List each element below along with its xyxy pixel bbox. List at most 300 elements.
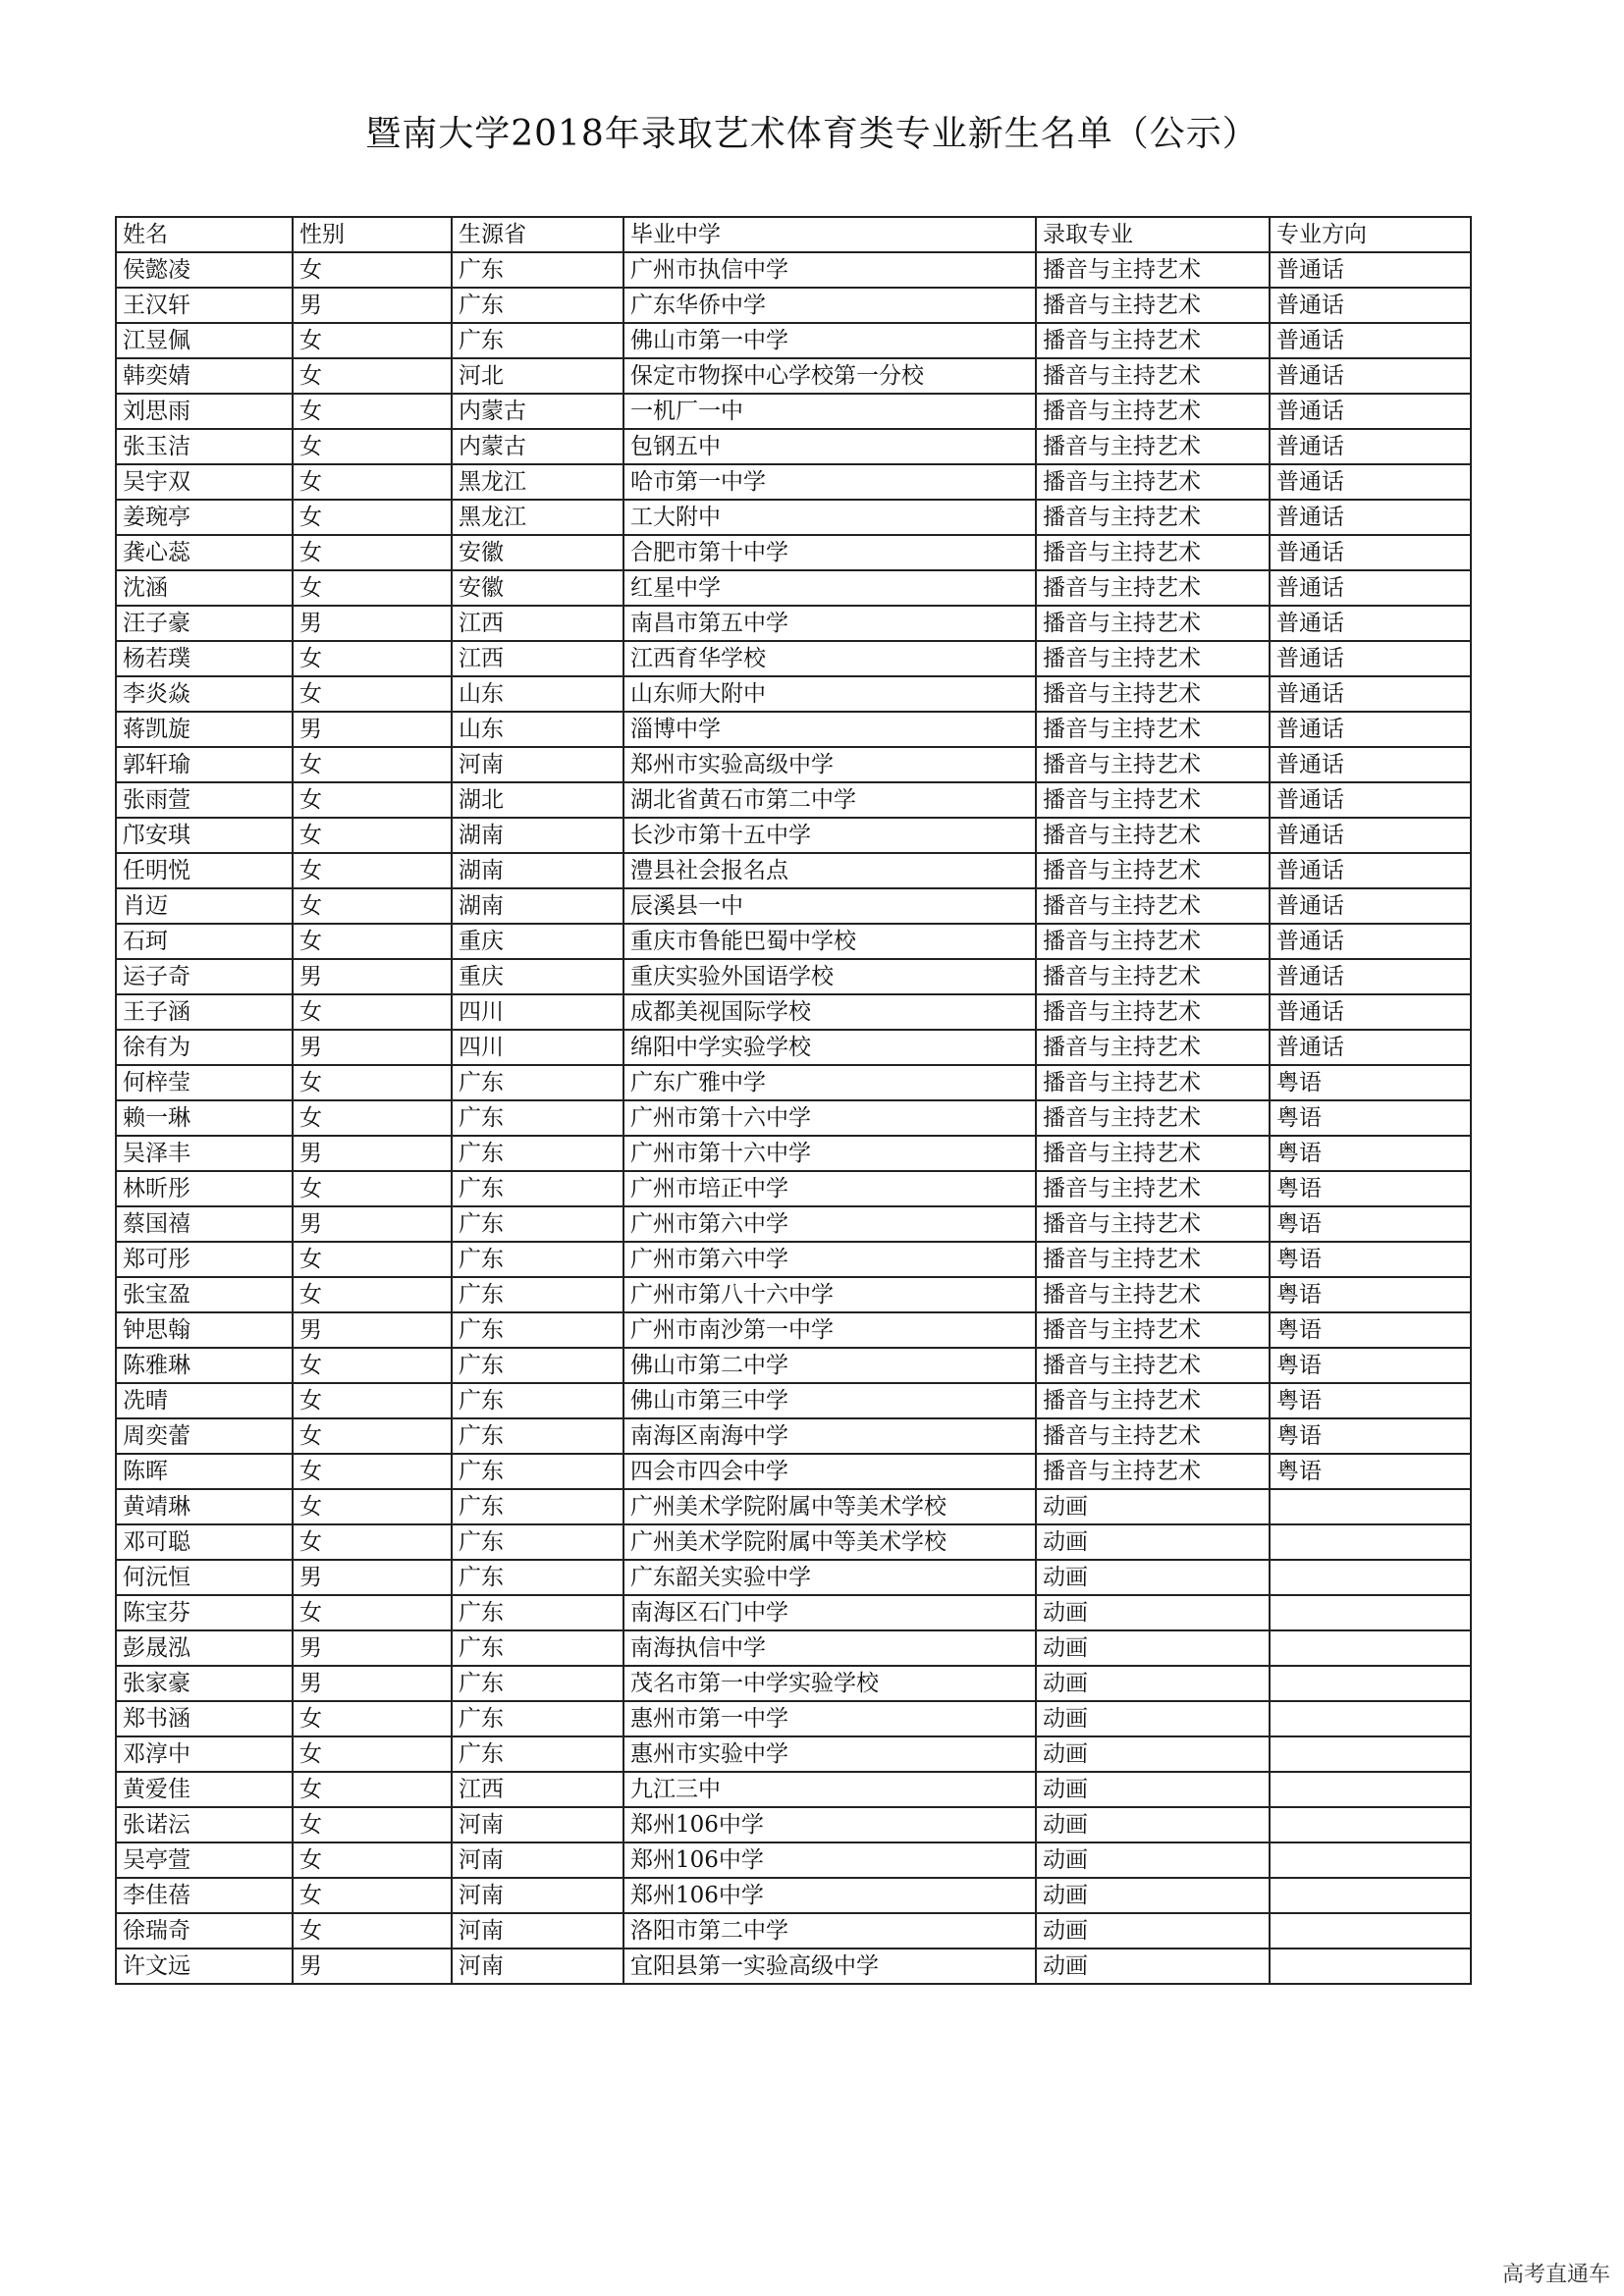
table-row: [116, 1418, 1471, 1454]
cell-province: 河南: [452, 1913, 623, 1949]
cell-direction: 普通话: [1270, 888, 1471, 924]
cell-direction: 普通话: [1270, 464, 1471, 500]
cell-major: 播音与主持艺术: [1036, 818, 1270, 853]
cell-name: 彭晟泓: [116, 1630, 293, 1666]
cell-gender: 男: [293, 712, 452, 747]
table-row: [116, 394, 1471, 429]
cell-gender: 男: [293, 288, 452, 323]
cell-school: 澧县社会报名点: [623, 853, 1036, 888]
cell-major: 播音与主持艺术: [1036, 1100, 1270, 1136]
cell-name: 陈宝芬: [116, 1595, 293, 1630]
table-row: [116, 429, 1471, 464]
cell-name: 赖一琳: [116, 1100, 293, 1136]
cell-school: 南昌市第五中学: [623, 606, 1036, 641]
cell-gender: 男: [293, 1030, 452, 1065]
cell-direction: 普通话: [1270, 535, 1471, 570]
cell-province: 黑龙江: [452, 500, 623, 535]
cell-gender: 女: [293, 1065, 452, 1100]
cell-province: 湖北: [452, 782, 623, 818]
cell-province: 河南: [452, 1878, 623, 1913]
cell-school: 湖北省黄石市第二中学: [623, 782, 1036, 818]
cell-gender: 男: [293, 1560, 452, 1595]
cell-direction: 普通话: [1270, 323, 1471, 358]
cell-gender: 女: [293, 888, 452, 924]
cell-direction: 粤语: [1270, 1065, 1471, 1100]
cell-major: 动画: [1036, 1630, 1270, 1666]
cell-direction: 普通话: [1270, 747, 1471, 782]
cell-major: 动画: [1036, 1949, 1270, 1984]
cell-major: 播音与主持艺术: [1036, 500, 1270, 535]
cell-major: 播音与主持艺术: [1036, 323, 1270, 358]
table-row: [116, 676, 1471, 712]
cell-major: 播音与主持艺术: [1036, 394, 1270, 429]
cell-name: 张雨萱: [116, 782, 293, 818]
cell-school: 保定市物探中心学校第一分校: [623, 358, 1036, 394]
cell-major: 播音与主持艺术: [1036, 712, 1270, 747]
cell-province: 河北: [452, 358, 623, 394]
cell-direction: [1270, 1736, 1471, 1772]
cell-major: 动画: [1036, 1736, 1270, 1772]
cell-gender: 女: [293, 1736, 452, 1772]
cell-gender: 女: [293, 535, 452, 570]
cell-direction: [1270, 1949, 1471, 1984]
cell-major: 播音与主持艺术: [1036, 747, 1270, 782]
cell-major: 动画: [1036, 1772, 1270, 1807]
table-row: [116, 853, 1471, 888]
cell-school: 一机厂一中: [623, 394, 1036, 429]
cell-school: 广州市执信中学: [623, 252, 1036, 288]
table-row: [116, 1666, 1471, 1701]
cell-province: 湖南: [452, 818, 623, 853]
cell-major: 播音与主持艺术: [1036, 888, 1270, 924]
cell-direction: 粤语: [1270, 1418, 1471, 1454]
table-row: [116, 535, 1471, 570]
cell-province: 广东: [452, 1418, 623, 1454]
table-header-row: [116, 217, 1471, 252]
cell-school: 广州市第六中学: [623, 1242, 1036, 1277]
cell-direction: 粤语: [1270, 1242, 1471, 1277]
table-row: [116, 1242, 1471, 1277]
cell-school: 惠州市实验中学: [623, 1736, 1036, 1772]
table-row: [116, 500, 1471, 535]
cell-gender: 女: [293, 570, 452, 606]
cell-province: 四川: [452, 994, 623, 1030]
cell-school: 山东师大附中: [623, 676, 1036, 712]
cell-school: 佛山市第一中学: [623, 323, 1036, 358]
cell-name: 姜琬亭: [116, 500, 293, 535]
cell-direction: [1270, 1489, 1471, 1524]
cell-school: 郑州市实验高级中学: [623, 747, 1036, 782]
cell-school: 工大附中: [623, 500, 1036, 535]
cell-major: 动画: [1036, 1913, 1270, 1949]
cell-major: 动画: [1036, 1701, 1270, 1736]
cell-gender: 女: [293, 394, 452, 429]
cell-name: 吴宇双: [116, 464, 293, 500]
cell-gender: 男: [293, 959, 452, 994]
cell-direction: 粤语: [1270, 1136, 1471, 1171]
cell-gender: 女: [293, 818, 452, 853]
cell-province: 安徽: [452, 535, 623, 570]
cell-name: 何梓莹: [116, 1065, 293, 1100]
cell-name: 王汉轩: [116, 288, 293, 323]
cell-school: 南海区石门中学: [623, 1595, 1036, 1630]
cell-gender: 女: [293, 464, 452, 500]
table-row: [116, 1842, 1471, 1878]
cell-province: 山东: [452, 712, 623, 747]
cell-gender: 女: [293, 782, 452, 818]
cell-name: 徐有为: [116, 1030, 293, 1065]
table-row: [116, 1878, 1471, 1913]
cell-gender: 女: [293, 1772, 452, 1807]
table-row: [116, 1913, 1471, 1949]
cell-name: 黄爱佳: [116, 1772, 293, 1807]
table-row: [116, 288, 1471, 323]
cell-direction: 普通话: [1270, 782, 1471, 818]
cell-gender: 男: [293, 1206, 452, 1242]
cell-direction: [1270, 1842, 1471, 1878]
table-row: [116, 1277, 1471, 1312]
cell-direction: 普通话: [1270, 429, 1471, 464]
cell-major: 动画: [1036, 1595, 1270, 1630]
cell-province: 湖南: [452, 888, 623, 924]
cell-school: 广东华侨中学: [623, 288, 1036, 323]
table-row: [116, 1171, 1471, 1206]
cell-name: 运子奇: [116, 959, 293, 994]
cell-major: 播音与主持艺术: [1036, 1171, 1270, 1206]
cell-gender: 男: [293, 606, 452, 641]
cell-province: 江西: [452, 606, 623, 641]
header-name: 姓名: [116, 217, 293, 252]
cell-name: 郭轩瑜: [116, 747, 293, 782]
cell-school: 郑州106中学: [623, 1878, 1036, 1913]
cell-name: 邝安琪: [116, 818, 293, 853]
table-row: [116, 1489, 1471, 1524]
cell-gender: 男: [293, 1666, 452, 1701]
cell-school: 四会市四会中学: [623, 1454, 1036, 1489]
table-row: [116, 1807, 1471, 1842]
cell-direction: [1270, 1807, 1471, 1842]
cell-province: 江西: [452, 641, 623, 676]
cell-direction: 粤语: [1270, 1454, 1471, 1489]
cell-name: 徐瑞奇: [116, 1913, 293, 1949]
header-major: 录取专业: [1036, 217, 1270, 252]
cell-province: 广东: [452, 1136, 623, 1171]
cell-major: 播音与主持艺术: [1036, 1418, 1270, 1454]
cell-name: 石珂: [116, 924, 293, 959]
cell-gender: 男: [293, 1312, 452, 1348]
cell-province: 广东: [452, 1524, 623, 1560]
cell-name: 陈晖: [116, 1454, 293, 1489]
cell-province: 四川: [452, 1030, 623, 1065]
cell-gender: 女: [293, 676, 452, 712]
table-row: [116, 570, 1471, 606]
cell-school: 哈市第一中学: [623, 464, 1036, 500]
table-row: [116, 1772, 1471, 1807]
cell-province: 河南: [452, 1807, 623, 1842]
cell-name: 蔡国禧: [116, 1206, 293, 1242]
cell-direction: [1270, 1878, 1471, 1913]
cell-province: 广东: [452, 1560, 623, 1595]
cell-direction: 普通话: [1270, 394, 1471, 429]
cell-major: 播音与主持艺术: [1036, 1242, 1270, 1277]
cell-name: 郑书涵: [116, 1701, 293, 1736]
cell-major: 播音与主持艺术: [1036, 570, 1270, 606]
cell-school: 广州市第十六中学: [623, 1136, 1036, 1171]
cell-province: 安徽: [452, 570, 623, 606]
cell-name: 张诺沄: [116, 1807, 293, 1842]
cell-province: 内蒙古: [452, 429, 623, 464]
cell-gender: 女: [293, 1842, 452, 1878]
cell-direction: 粤语: [1270, 1277, 1471, 1312]
table-row: [116, 641, 1471, 676]
cell-direction: [1270, 1913, 1471, 1949]
cell-name: 吴泽丰: [116, 1136, 293, 1171]
cell-gender: 女: [293, 1913, 452, 1949]
cell-school: 郑州106中学: [623, 1807, 1036, 1842]
cell-name: 林昕彤: [116, 1171, 293, 1206]
cell-direction: 粤语: [1270, 1171, 1471, 1206]
cell-school: 淄博中学: [623, 712, 1036, 747]
cell-school: 江西育华学校: [623, 641, 1036, 676]
cell-province: 广东: [452, 1171, 623, 1206]
cell-direction: 普通话: [1270, 500, 1471, 535]
cell-direction: 普通话: [1270, 676, 1471, 712]
cell-name: 沈涵: [116, 570, 293, 606]
cell-direction: 普通话: [1270, 924, 1471, 959]
cell-gender: 女: [293, 747, 452, 782]
cell-school: 广东韶关实验中学: [623, 1560, 1036, 1595]
cell-major: 播音与主持艺术: [1036, 853, 1270, 888]
cell-direction: 粤语: [1270, 1383, 1471, 1418]
cell-gender: 女: [293, 1100, 452, 1136]
cell-name: 张宝盈: [116, 1277, 293, 1312]
cell-direction: [1270, 1630, 1471, 1666]
watermark-text: 高考直通车: [1501, 2263, 1610, 2287]
cell-gender: 女: [293, 1454, 452, 1489]
table-row: [116, 1630, 1471, 1666]
cell-major: 播音与主持艺术: [1036, 1383, 1270, 1418]
cell-name: 韩奕婧: [116, 358, 293, 394]
cell-gender: 男: [293, 1949, 452, 1984]
cell-name: 侯懿凌: [116, 252, 293, 288]
cell-direction: 粤语: [1270, 1312, 1471, 1348]
table-row: [116, 1560, 1471, 1595]
cell-name: 王子涵: [116, 994, 293, 1030]
cell-gender: 女: [293, 358, 452, 394]
table-row: [116, 959, 1471, 994]
table-row: [116, 323, 1471, 358]
cell-province: 广东: [452, 1630, 623, 1666]
cell-direction: 普通话: [1270, 959, 1471, 994]
table-row: [116, 1595, 1471, 1630]
cell-major: 播音与主持艺术: [1036, 535, 1270, 570]
cell-gender: 女: [293, 1277, 452, 1312]
cell-province: 广东: [452, 1595, 623, 1630]
cell-school: 佛山市第三中学: [623, 1383, 1036, 1418]
cell-major: 播音与主持艺术: [1036, 606, 1270, 641]
cell-major: 动画: [1036, 1560, 1270, 1595]
table-row: [116, 1030, 1471, 1065]
cell-direction: [1270, 1524, 1471, 1560]
cell-province: 河南: [452, 1842, 623, 1878]
table-row: [116, 924, 1471, 959]
cell-gender: 女: [293, 924, 452, 959]
cell-major: 播音与主持艺术: [1036, 924, 1270, 959]
cell-school: 广州市第六中学: [623, 1206, 1036, 1242]
cell-direction: 普通话: [1270, 358, 1471, 394]
cell-gender: 女: [293, 1171, 452, 1206]
header-province: 生源省: [452, 217, 623, 252]
cell-direction: 普通话: [1270, 818, 1471, 853]
cell-major: 播音与主持艺术: [1036, 1065, 1270, 1100]
cell-gender: 男: [293, 1630, 452, 1666]
table-row: [116, 1312, 1471, 1348]
cell-major: 播音与主持艺术: [1036, 252, 1270, 288]
table-row: [116, 252, 1471, 288]
cell-gender: 女: [293, 323, 452, 358]
cell-school: 辰溪县一中: [623, 888, 1036, 924]
cell-province: 河南: [452, 747, 623, 782]
table-row: [116, 464, 1471, 500]
admission-table: [115, 216, 1472, 1985]
cell-gender: 女: [293, 1383, 452, 1418]
cell-gender: 女: [293, 1524, 452, 1560]
cell-direction: 普通话: [1270, 994, 1471, 1030]
cell-school: 洛阳市第二中学: [623, 1913, 1036, 1949]
cell-major: 动画: [1036, 1666, 1270, 1701]
cell-gender: 女: [293, 1489, 452, 1524]
table-row: [116, 1206, 1471, 1242]
cell-school: 合肥市第十中学: [623, 535, 1036, 570]
table-row: [116, 1454, 1471, 1489]
cell-school: 广州美术学院附属中等美术学校: [623, 1489, 1036, 1524]
cell-province: 广东: [452, 288, 623, 323]
cell-name: 刘思雨: [116, 394, 293, 429]
cell-school: 长沙市第十五中学: [623, 818, 1036, 853]
cell-province: 山东: [452, 676, 623, 712]
cell-gender: 女: [293, 1807, 452, 1842]
cell-name: 李佳蓓: [116, 1878, 293, 1913]
cell-major: 播音与主持艺术: [1036, 641, 1270, 676]
cell-school: 广州市南沙第一中学: [623, 1312, 1036, 1348]
cell-name: 郑可彤: [116, 1242, 293, 1277]
table-row: [116, 1100, 1471, 1136]
cell-major: 播音与主持艺术: [1036, 1348, 1270, 1383]
cell-province: 重庆: [452, 924, 623, 959]
cell-province: 广东: [452, 1736, 623, 1772]
header-school: 毕业中学: [623, 217, 1036, 252]
cell-direction: 普通话: [1270, 1030, 1471, 1065]
cell-school: 重庆市鲁能巴蜀中学校: [623, 924, 1036, 959]
cell-major: 播音与主持艺术: [1036, 464, 1270, 500]
cell-name: 邓淳中: [116, 1736, 293, 1772]
cell-gender: 女: [293, 1418, 452, 1454]
cell-direction: 粤语: [1270, 1100, 1471, 1136]
table-row: [116, 1701, 1471, 1736]
cell-province: 江西: [452, 1772, 623, 1807]
cell-gender: 女: [293, 1348, 452, 1383]
header-direction: 专业方向: [1270, 217, 1471, 252]
cell-province: 河南: [452, 1949, 623, 1984]
cell-school: 广州市第十六中学: [623, 1100, 1036, 1136]
cell-province: 广东: [452, 1666, 623, 1701]
cell-school: 广东广雅中学: [623, 1065, 1036, 1100]
table-row: [116, 747, 1471, 782]
table-row: [116, 1383, 1471, 1418]
cell-gender: 女: [293, 994, 452, 1030]
cell-school: 茂名市第一中学实验学校: [623, 1666, 1036, 1701]
cell-major: 播音与主持艺术: [1036, 959, 1270, 994]
cell-name: 钟思翰: [116, 1312, 293, 1348]
cell-major: 动画: [1036, 1878, 1270, 1913]
cell-direction: [1270, 1595, 1471, 1630]
table-row: [116, 1949, 1471, 1984]
table-row: [116, 712, 1471, 747]
cell-major: 播音与主持艺术: [1036, 994, 1270, 1030]
cell-major: 播音与主持艺术: [1036, 782, 1270, 818]
cell-name: 任明悦: [116, 853, 293, 888]
cell-major: 动画: [1036, 1807, 1270, 1842]
cell-direction: 普通话: [1270, 853, 1471, 888]
cell-name: 陈雅琳: [116, 1348, 293, 1383]
cell-province: 重庆: [452, 959, 623, 994]
cell-gender: 男: [293, 1136, 452, 1171]
cell-gender: 女: [293, 641, 452, 676]
cell-province: 广东: [452, 1489, 623, 1524]
cell-school: 成都美视国际学校: [623, 994, 1036, 1030]
cell-name: 吴亭萱: [116, 1842, 293, 1878]
table-row: [116, 1065, 1471, 1100]
cell-name: 江昱佩: [116, 323, 293, 358]
cell-gender: 女: [293, 1242, 452, 1277]
cell-province: 广东: [452, 1242, 623, 1277]
cell-direction: 普通话: [1270, 288, 1471, 323]
table-row: [116, 358, 1471, 394]
cell-province: 广东: [452, 1277, 623, 1312]
cell-major: 播音与主持艺术: [1036, 358, 1270, 394]
table-row: [116, 818, 1471, 853]
cell-province: 广东: [452, 1701, 623, 1736]
cell-direction: 普通话: [1270, 252, 1471, 288]
cell-province: 湖南: [452, 853, 623, 888]
cell-province: 广东: [452, 252, 623, 288]
cell-school: 包钢五中: [623, 429, 1036, 464]
cell-school: 郑州106中学: [623, 1842, 1036, 1878]
cell-major: 播音与主持艺术: [1036, 1454, 1270, 1489]
cell-name: 许文远: [116, 1949, 293, 1984]
cell-school: 惠州市第一中学: [623, 1701, 1036, 1736]
cell-direction: 普通话: [1270, 712, 1471, 747]
cell-gender: 女: [293, 853, 452, 888]
cell-school: 南海区南海中学: [623, 1418, 1036, 1454]
cell-school: 佛山市第二中学: [623, 1348, 1036, 1383]
cell-major: 播音与主持艺术: [1036, 288, 1270, 323]
cell-province: 黑龙江: [452, 464, 623, 500]
cell-province: 广东: [452, 1206, 623, 1242]
cell-name: 邓可聪: [116, 1524, 293, 1560]
cell-name: 何沅恒: [116, 1560, 293, 1595]
cell-gender: 女: [293, 252, 452, 288]
cell-name: 周奕蕾: [116, 1418, 293, 1454]
table-row: [116, 782, 1471, 818]
table-row: [116, 888, 1471, 924]
cell-province: 内蒙古: [452, 394, 623, 429]
cell-gender: 女: [293, 1701, 452, 1736]
cell-school: 红星中学: [623, 570, 1036, 606]
cell-name: 肖迈: [116, 888, 293, 924]
table-row: [116, 1736, 1471, 1772]
cell-gender: 女: [293, 1878, 452, 1913]
